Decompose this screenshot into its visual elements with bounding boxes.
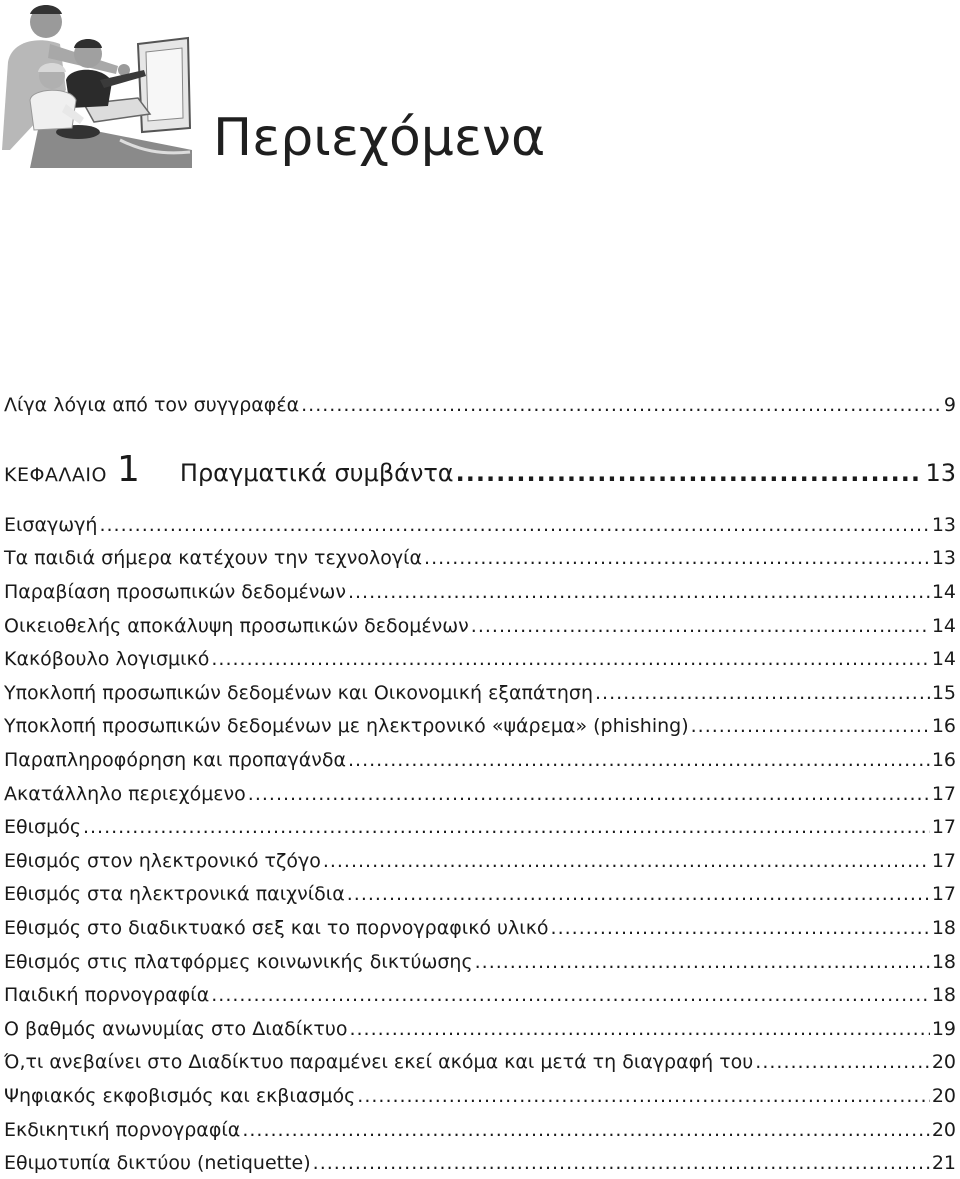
toc-entry-page: 17 [931, 816, 956, 838]
toc-entry[interactable] [4, 882, 956, 906]
toc-entry[interactable] [4, 513, 956, 537]
dot-leader [211, 647, 929, 671]
toc-entry-label: Ακατάλληλο περιεχόμενο [4, 783, 246, 805]
toc-entry-label: Εθισμός στα ηλεκτρονικά παιχνίδια [4, 883, 345, 905]
dot-leader [211, 983, 930, 1007]
chapter-heading [4, 450, 454, 495]
dot-leader [248, 782, 930, 806]
toc-entry-label: Υποκλοπή προσωπικών δεδομένων με ηλεκτρονικό «ψάρεμα» (phishing) [4, 715, 689, 737]
dot-leader [83, 815, 930, 839]
chapter-number: 1 [116, 449, 140, 490]
toc-entry-page: 21 [931, 1152, 956, 1174]
chapter-title: Πραγματικά συμβάντα [179, 459, 454, 487]
toc-entry-label: Εθισμός στον ηλεκτρονικό τζόγο [4, 850, 321, 872]
toc-entry-page: 17 [931, 883, 956, 905]
toc-entry[interactable] [4, 1151, 956, 1175]
toc-entry-page: 20 [931, 1119, 956, 1141]
toc-entry[interactable] [4, 614, 956, 638]
dot-leader [242, 1118, 929, 1142]
toc-entry-page: 20 [931, 1051, 956, 1073]
dot-leader [349, 1017, 929, 1041]
toc-entry-page: 18 [931, 984, 956, 1006]
toc-entry-page: 17 [931, 850, 956, 872]
toc-entry-label: Παραβίαση προσωπικών δεδομένων [4, 581, 346, 603]
toc-entry-label: Υποκλοπή προσωπικών δεδομένων και Οικονομική εξαπάτηση [4, 682, 593, 704]
toc-entry-page: 14 [931, 648, 956, 670]
toc-entry-page: 18 [931, 951, 956, 973]
toc-chapter-1[interactable] [4, 450, 956, 495]
toc-entry-label: Εθισμός [4, 816, 81, 838]
toc-entry[interactable] [4, 916, 956, 940]
toc-entry-label: Ψηφιακός εκφοβισμός και εκβιασμός [4, 1085, 356, 1107]
toc-entry-page: 16 [931, 749, 956, 771]
chapter-page: 13 [925, 459, 956, 487]
dot-leader [357, 1084, 930, 1108]
dot-leader [323, 849, 930, 873]
page-title: Περιεχόμενα [213, 108, 546, 168]
toc-entry-label: Εθισμός στο διαδικτυακό σεξ και το πορνογραφικό υλικό [4, 917, 549, 939]
toc-entry-page: 20 [931, 1085, 956, 1107]
toc-entry[interactable] [4, 546, 956, 570]
toc-entry-page: 9 [943, 394, 956, 416]
dot-leader [475, 950, 930, 974]
toc-entry-label: Παιδική πορνογραφία [4, 984, 210, 1006]
dot-leader [99, 513, 929, 537]
dot-leader [595, 681, 930, 705]
toc-entry-page: 18 [931, 917, 956, 939]
toc-entry-page: 13 [931, 514, 956, 536]
dot-leader [347, 882, 930, 906]
toc-entry-label: Εθιμοτυπία δικτύου (netiquette) [4, 1152, 311, 1174]
toc-entry-label: Λίγα λόγια από τον συγγραφέα [4, 394, 300, 416]
chapter-keyword: ΚΕΦΑΛΑΙΟ [4, 464, 107, 486]
toc-entry-page: 13 [931, 547, 956, 569]
toc-entry[interactable] [4, 983, 956, 1007]
toc-entry[interactable] [4, 1017, 956, 1041]
dot-leader [456, 453, 924, 493]
toc-entry-label: Ό,τι ανεβαίνει στο Διαδίκτυο παραμένει εκεί ακόμα και μετά τη διαγραφή του [4, 1051, 754, 1073]
toc-entry-page: 17 [931, 783, 956, 805]
toc-entry-label: Παραπληροφόρηση και προπαγάνδα [4, 749, 346, 771]
dot-leader [691, 714, 930, 738]
toc-entry-label: Εκδικητική πορνογραφία [4, 1119, 241, 1141]
toc-entry[interactable] [4, 1050, 956, 1074]
toc-entry[interactable] [4, 580, 956, 604]
toc-entry[interactable] [4, 748, 956, 772]
toc-entry-page: 14 [931, 615, 956, 637]
dot-leader [348, 580, 930, 604]
toc-entry[interactable] [4, 714, 956, 738]
toc-entry-label: Τα παιδιά σήμερα κατέχουν την τεχνολογία [4, 547, 423, 569]
toc-entry-label: Ο βαθμός ανωνυμίας στο Διαδίκτυο [4, 1018, 348, 1040]
toc-entry-label: Εισαγωγή [4, 514, 98, 536]
toc-entry-intro[interactable] [4, 393, 956, 417]
dot-leader [471, 614, 930, 638]
toc-entry-label: Οικειοθελής αποκάλυψη προσωπικών δεδομένων [4, 615, 469, 637]
dot-leader [301, 393, 942, 417]
toc-entry[interactable] [4, 681, 956, 705]
dot-leader [551, 916, 930, 940]
toc-entry-page: 16 [931, 715, 956, 737]
toc-entry[interactable] [4, 1084, 956, 1108]
toc-entry[interactable] [4, 782, 956, 806]
toc-entry-label: Κακόβουλο λογισμικό [4, 648, 210, 670]
dot-leader [313, 1151, 930, 1175]
toc-entry[interactable] [4, 1118, 956, 1142]
dot-leader [348, 748, 930, 772]
dot-leader [755, 1050, 930, 1074]
toc-entry[interactable] [4, 647, 956, 671]
toc-entry-page: 15 [931, 682, 956, 704]
toc-entry-page: 14 [931, 581, 956, 603]
toc-entry[interactable] [4, 849, 956, 873]
toc-entry-page: 19 [931, 1018, 956, 1040]
dot-leader [424, 546, 930, 570]
toc-entry-label: Εθισμός στις πλατφόρμες κοινωνικής δικτύωσης [4, 951, 473, 973]
toc-entry[interactable] [4, 950, 956, 974]
family-at-computer-photo [0, 0, 192, 168]
toc-entry[interactable] [4, 815, 956, 839]
